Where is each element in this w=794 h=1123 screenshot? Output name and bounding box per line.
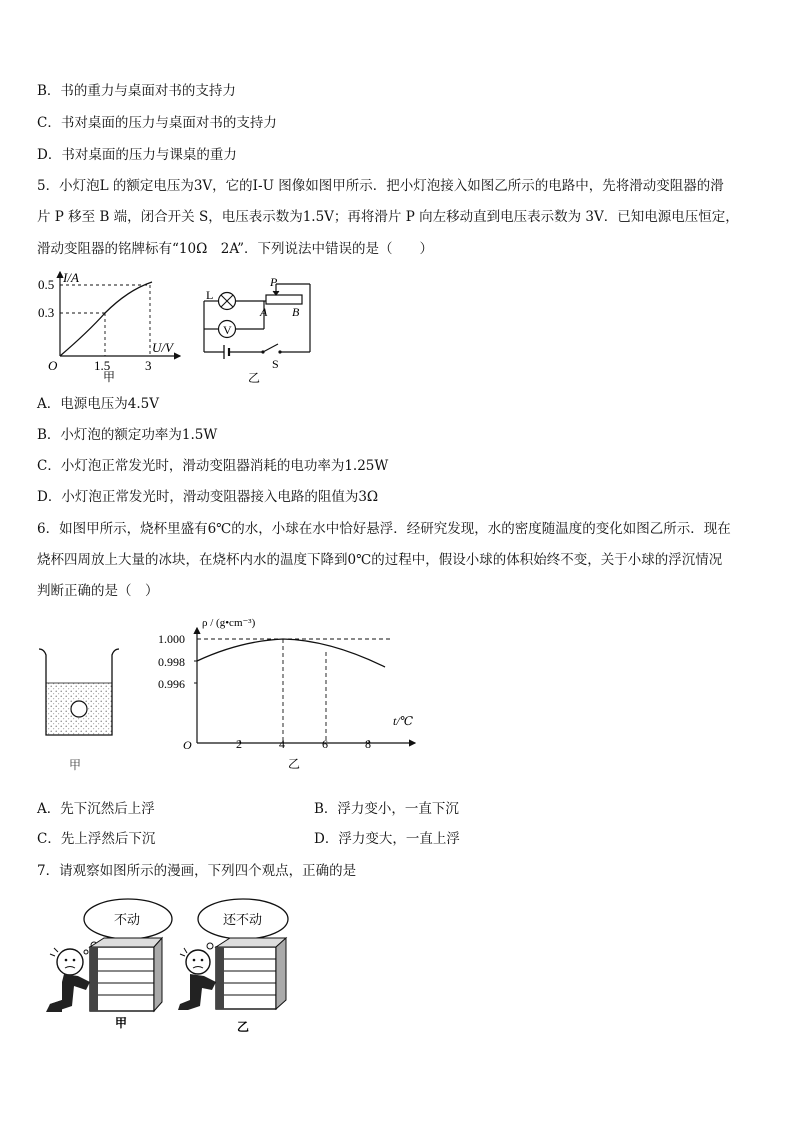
q4-option-d: D．书对桌面的压力与课桌的重力 (37, 147, 237, 163)
q6-option-b: B．浮力变小，一直下沉 (314, 801, 459, 817)
q5-circuit (190, 272, 330, 387)
iu-caption: 甲 (103, 370, 116, 384)
q5-option-d: D．小灯泡正常发光时，滑动变阻器接入电路的阻值为3Ω (37, 489, 379, 505)
beaker-caption: 甲 (69, 758, 82, 772)
q6-density-graph (150, 610, 430, 775)
circuit-caption: 乙 (248, 371, 261, 385)
rheostat-symbol (266, 295, 302, 304)
density-ytick-0998: 0.998 (158, 655, 185, 669)
q6-stem-line1: 6．如图甲所示，烧杯里盛有6℃的水，小球在水中恰好悬浮．经研究发现，水的密度随温度的变化如图乙所示．现在 (37, 521, 731, 537)
density-xtick-4: 4 (279, 737, 285, 751)
q4-option-b: B．书的重力与桌面对书的支持力 (37, 83, 236, 99)
voltmeter-label: V (223, 323, 232, 337)
iu-y-label: I/A (63, 270, 79, 285)
ball (71, 701, 87, 717)
crate-left (90, 938, 162, 1011)
q6-option-c: C．先上浮然后下沉 (37, 831, 156, 847)
q5-option-a: A．电源电压为4.5V (37, 396, 159, 412)
q5-option-b: B．小灯泡的额定功率为1.5W (37, 427, 218, 443)
q6-stem-line2: 烧杯四周放上大量的冰块，在烧杯内水的温度下降到0℃的过程中，假设小球的体积始终不变，关于小球的浮沉情况 (37, 552, 723, 568)
density-origin: O (183, 738, 192, 752)
q6-option-a: A．先下沉然后上浮 (37, 801, 155, 817)
q5-iu-graph (30, 266, 190, 386)
iu-ytick-03: 0.3 (38, 305, 55, 320)
iu-xtick-3: 3 (145, 358, 152, 373)
iu-xtick-15: 1.5 (94, 358, 111, 373)
crate-right (216, 938, 286, 1009)
q6-beaker (35, 645, 125, 775)
iu-ytick-05: 0.5 (38, 277, 55, 292)
q5-stem-line1: 5．小灯泡L 的额定电压为3V，它的I-U 图像如图甲所示．把小灯泡接入如图乙所示的电路中，先将滑动变阻器的滑 (37, 178, 724, 194)
q5-stem-line3: 滑动变阻器的铭牌标有“10Ω 2A”．下列说法中错误的是（ ） (37, 241, 434, 257)
person-left (46, 948, 90, 1012)
density-caption: 乙 (288, 757, 301, 771)
end-b-label: B (292, 305, 300, 319)
slider-label: P (270, 275, 278, 289)
density-xtick-2: 2 (236, 737, 242, 751)
q7-stem: 7．请观察如图所示的漫画，下列四个观点，正确的是 (37, 863, 357, 879)
cartoon-caption-right: 乙 (237, 1020, 250, 1034)
q6-option-d: D．浮力变大，一直上浮 (314, 831, 460, 847)
iu-x-label: U/V (152, 340, 173, 355)
q5-stem-line2: 片 P 移至 B 端，闭合开关 S，电压表示数为1.5V；再将滑片 P 向左移动直到电压表示数为 3V．已知电源电压恒定， (37, 209, 739, 225)
iu-curve (60, 282, 152, 356)
switch-label: S (272, 357, 279, 371)
density-x-label: t/℃ (393, 714, 414, 728)
cartoon-caption-left: 甲 (115, 1016, 128, 1030)
density-curve (197, 639, 385, 667)
density-y-label: ρ / (g•cm⁻³) (202, 617, 256, 629)
end-a-label: A (260, 305, 268, 319)
lamp-label: L (206, 288, 214, 302)
q5-option-c: C．小灯泡正常发光时，滑动变阻器消耗的电功率为1.25W (37, 458, 389, 474)
iu-origin: O (48, 358, 58, 373)
bubble-right-text: 还不动 (223, 913, 263, 928)
switch-symbol (263, 344, 278, 352)
density-xtick-6: 6 (322, 737, 328, 751)
q6-stem-line3: 判断正确的是（ ） (37, 583, 159, 599)
q7-cartoon (40, 890, 300, 1035)
bubble-left-text: 不动 (114, 913, 141, 928)
density-ytick-1000: 1.000 (158, 632, 185, 646)
density-xtick-8: 8 (365, 737, 371, 751)
q4-option-c: C．书对桌面的压力与桌面对书的支持力 (37, 115, 277, 131)
density-ytick-0996: 0.996 (158, 677, 185, 691)
person-right (178, 948, 216, 1010)
